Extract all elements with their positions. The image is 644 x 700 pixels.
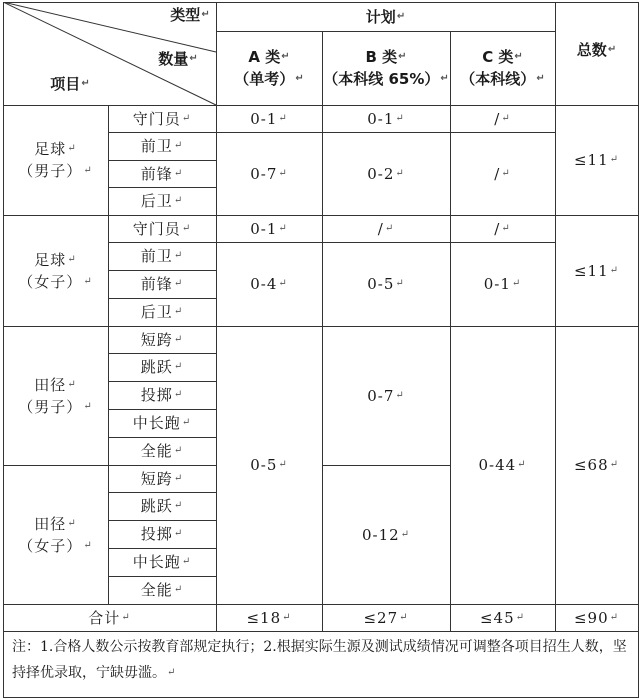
totals-a: ≤18 ↵: [246, 608, 292, 627]
value-cell-c: 0-44 ↵: [478, 456, 527, 474]
value-cell-a: 0-7 ↵: [250, 164, 288, 183]
value-cell-b: 0-12 ↵: [361, 525, 411, 544]
header-type-label: 类型 ↵: [170, 6, 210, 24]
group-name-athletics-women: 田径↵ （女子）↵: [18, 514, 93, 555]
position-cell: 后卫 ↵: [140, 303, 184, 321]
header-quantity-label: 数量 ↵: [158, 50, 198, 68]
position-cell: 投掷 ↵: [140, 386, 184, 404]
position-cell: 前锋 ↵: [140, 275, 184, 293]
position-cell: 跳跃 ↵: [140, 358, 184, 376]
position-cell: 中长跑 ↵: [132, 414, 192, 432]
value-cell-b: / ↵: [377, 219, 395, 238]
value-cell-a: 0-1 ↵: [250, 219, 288, 238]
position-cell: 全能 ↵: [140, 442, 184, 460]
totals-c: ≤45 ↵: [479, 608, 526, 627]
position-cell: 短跨 ↵: [140, 330, 184, 349]
value-cell-c: / ↵: [494, 164, 511, 183]
value-cell-b: 0-1 ↵: [367, 109, 405, 128]
total-cell: ≤11 ↵: [573, 151, 620, 169]
position-cell: 前锋 ↵: [140, 164, 184, 183]
total-cell: ≤68 ↵: [573, 456, 620, 474]
value-cell-b: 0-2 ↵: [367, 164, 405, 183]
position-cell: 前卫 ↵: [140, 137, 184, 155]
footnote: 注：1.合格人数公示按教育部规定执行；2.根据实际生源及测试成绩情况可调整各项目招生人数，坚持择优录取，宁缺毋滥。↵: [12, 639, 627, 681]
position-cell: 跳跃 ↵: [140, 497, 184, 515]
group-name-athletics-men: 田径↵ （男子）↵: [18, 375, 93, 416]
header-total-label: 总数 ↵: [576, 41, 617, 59]
position-cell: 投掷 ↵: [140, 525, 184, 543]
totals-total: ≤90 ↵: [573, 608, 620, 627]
position-cell: 后卫 ↵: [140, 192, 184, 210]
header-item-label: 项目 ↵: [50, 75, 90, 93]
header-col-b: B 类↵ （本科线 65%）↵: [323, 48, 449, 88]
header-col-a: A 类↵ （单考）↵: [234, 48, 304, 88]
value-cell-a: 0-5 ↵: [250, 456, 288, 474]
value-cell-b: 0-7 ↵: [367, 386, 405, 405]
header-plan-label: 计划 ↵: [365, 8, 406, 26]
totals-label: 合计 ↵: [88, 608, 131, 627]
totals-b: ≤27 ↵: [363, 608, 409, 627]
group-name-football-women: 足球↵ （女子）↵: [18, 250, 93, 291]
table-border-bottom: [3, 697, 638, 698]
position-cell: 守门员 ↵: [132, 219, 192, 238]
value-cell-c: / ↵: [494, 219, 511, 238]
position-cell: 中长跑 ↵: [132, 553, 192, 571]
total-cell: ≤11 ↵: [573, 261, 620, 280]
position-cell: 守门员 ↵: [132, 109, 192, 128]
position-cell: 前卫 ↵: [140, 247, 184, 265]
position-cell: 全能 ↵: [140, 581, 184, 599]
group-name-football-men: 足球↵ （男子）↵: [18, 140, 93, 180]
totals-bottom-line: [3, 631, 638, 632]
value-cell-c: / ↵: [494, 109, 511, 128]
value-cell-a: 0-4 ↵: [250, 275, 288, 293]
position-cell: 短跨 ↵: [140, 469, 184, 488]
value-cell-c: 0-1 ↵: [483, 275, 522, 293]
value-cell-a: 0-1 ↵: [250, 109, 288, 128]
table-border-right: [638, 2, 639, 698]
header-col-c: C 类↵ （本科线）↵: [460, 48, 545, 88]
value-cell-b: 0-5 ↵: [367, 275, 405, 293]
